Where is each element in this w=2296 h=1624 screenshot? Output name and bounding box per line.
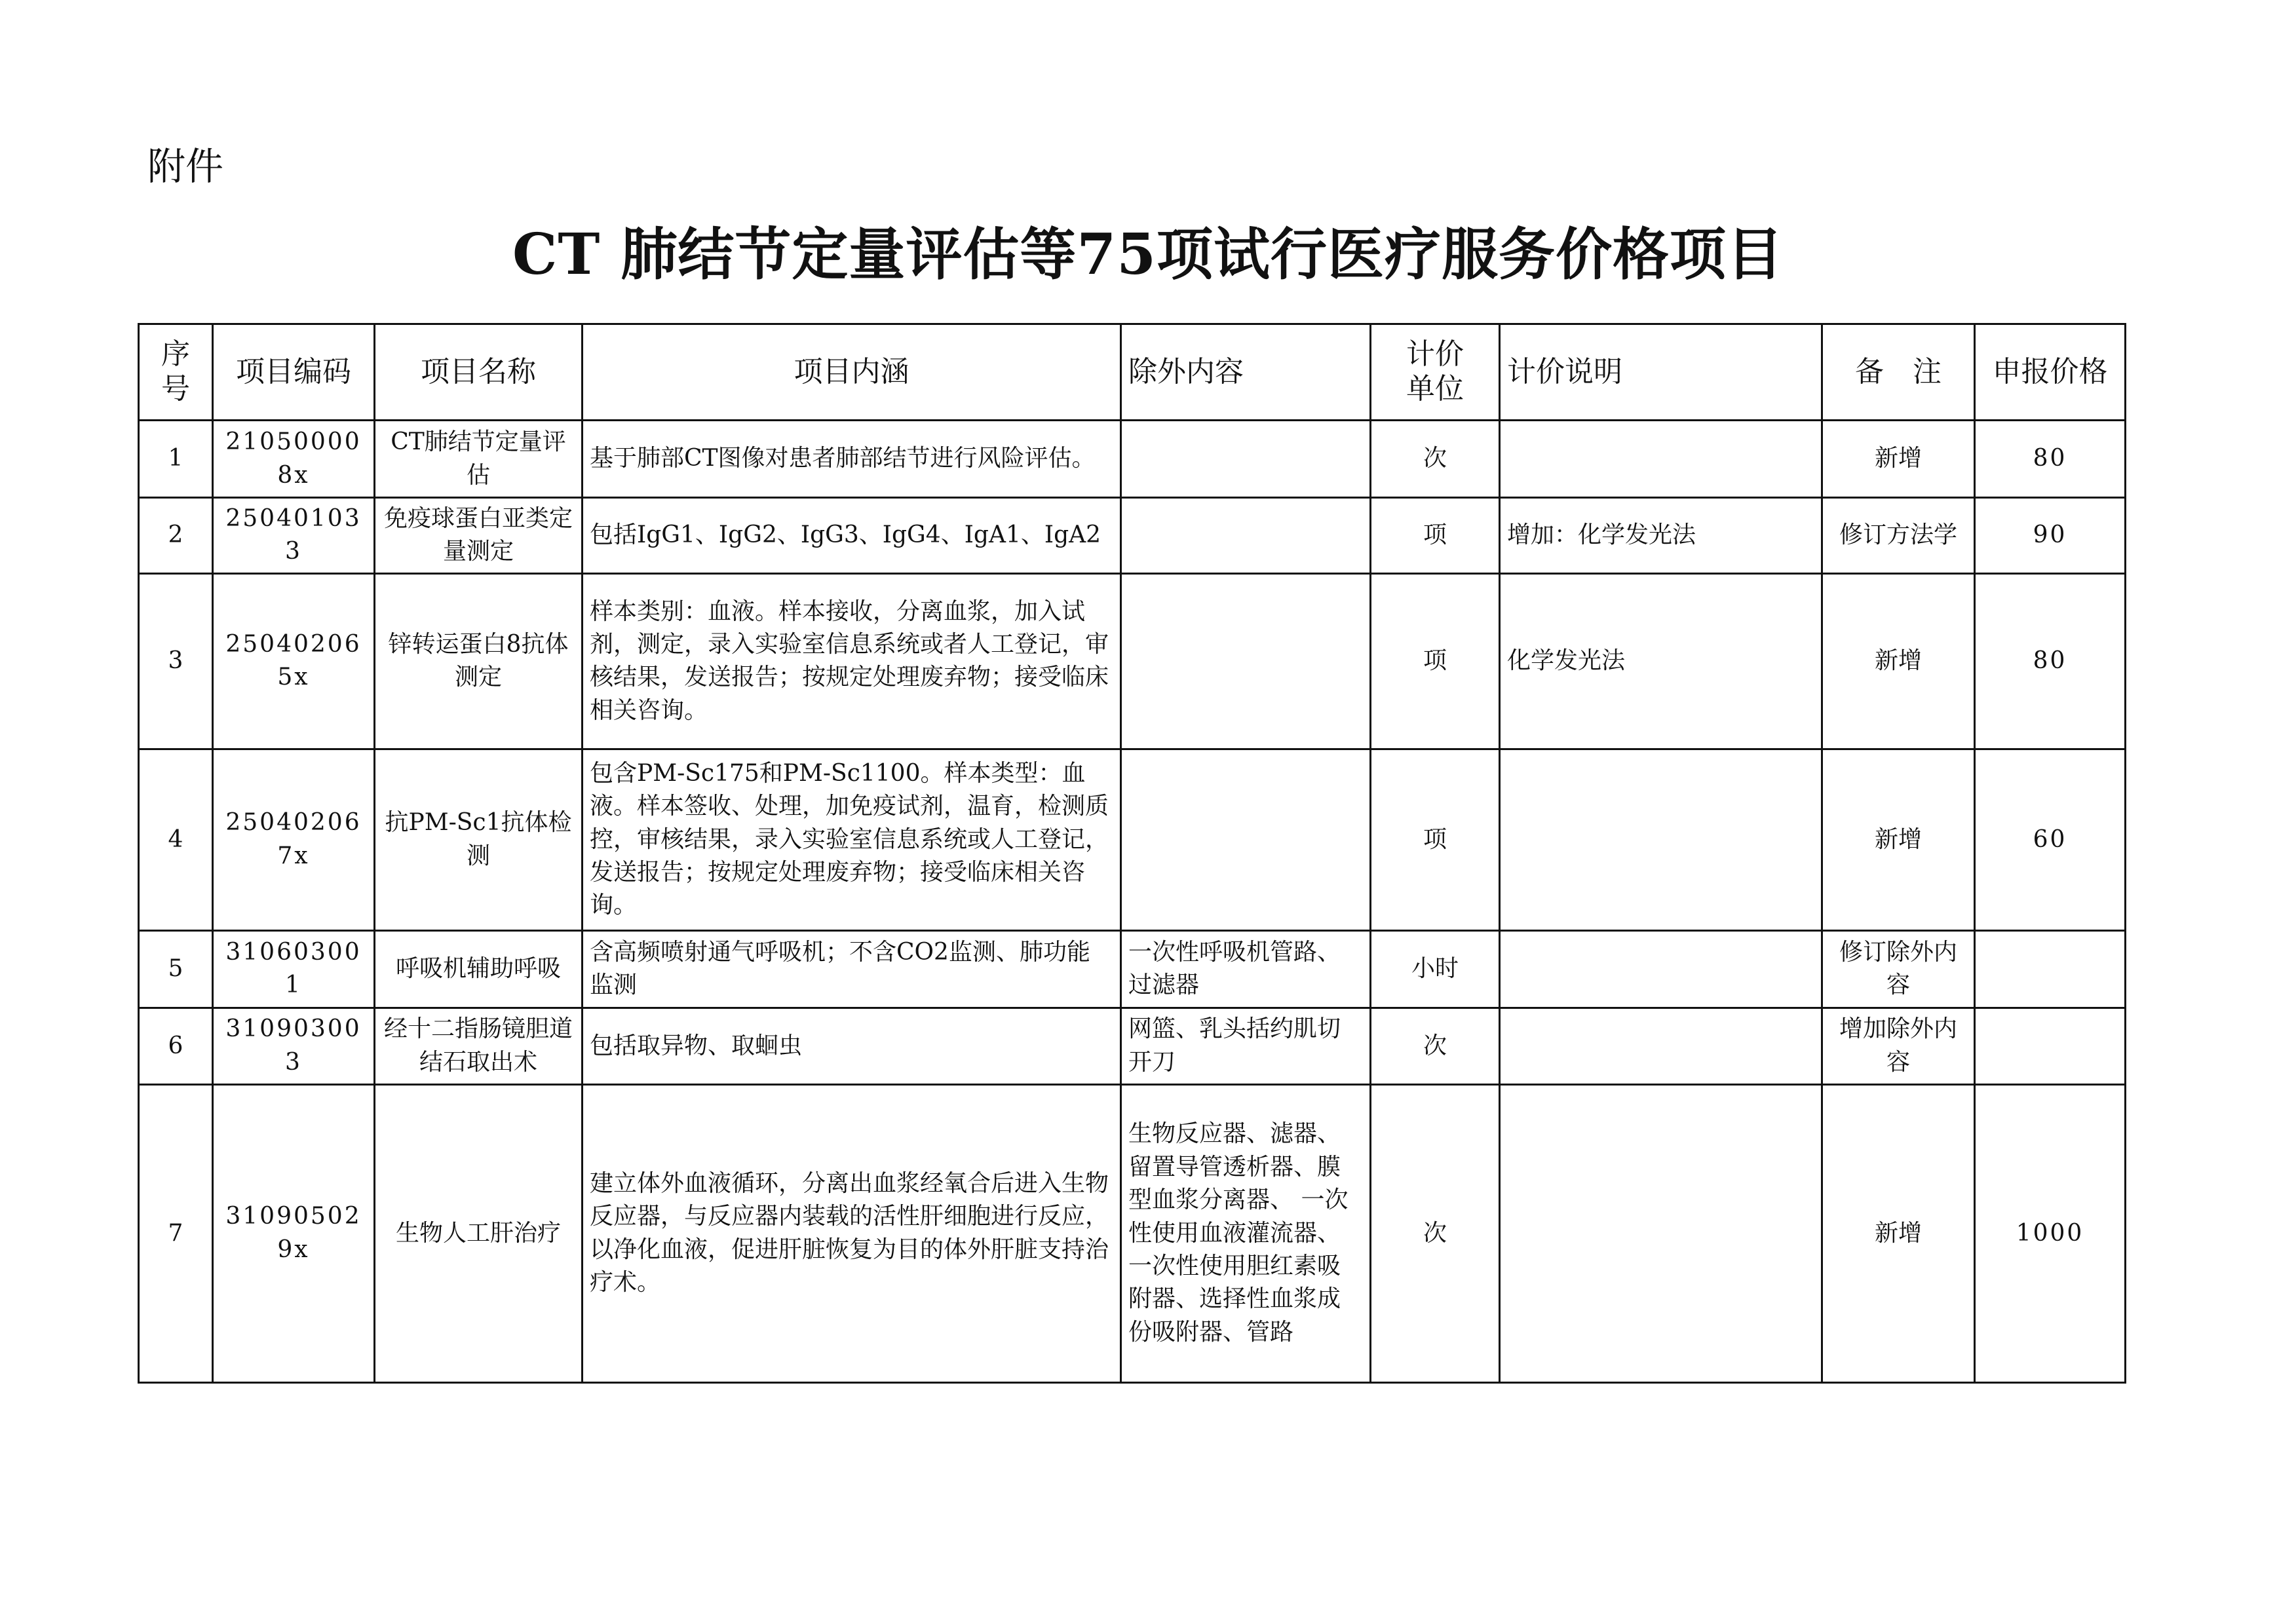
cell-pricing-note bbox=[1500, 749, 1822, 930]
cell-excluded bbox=[1121, 573, 1371, 749]
cell-price: 80 bbox=[1975, 573, 2126, 749]
cell-name: 生物人工肝治疗 bbox=[375, 1084, 583, 1382]
cell-remark: 新增 bbox=[1822, 421, 1975, 498]
cell-excluded bbox=[1121, 421, 1371, 498]
cell-code: 310903003 bbox=[213, 1008, 375, 1084]
cell-excluded bbox=[1121, 749, 1371, 930]
cell-code: 310603001 bbox=[213, 930, 375, 1008]
header-code: 项目编码 bbox=[213, 324, 375, 421]
cell-content: 建立体外血液循环，分离出血浆经氧合后进入生物反应器，与反应器内装载的活性肝细胞进行反应，以净化血液，促进肝脏恢复为目的体外肝脏支持治疗术。 bbox=[583, 1084, 1121, 1382]
cell-unit: 项 bbox=[1371, 749, 1500, 930]
cell-seq: 7 bbox=[139, 1084, 213, 1382]
cell-price: 1000 bbox=[1975, 1084, 2126, 1382]
cell-content: 包括IgG1、IgG2、IgG3、IgG4、IgA1、IgA2 bbox=[583, 498, 1121, 574]
cell-pricing-note: 化学发光法 bbox=[1500, 573, 1822, 749]
cell-code: 250402067x bbox=[213, 749, 375, 930]
table-row bbox=[139, 573, 2126, 749]
cell-code: 210500008x bbox=[213, 421, 375, 498]
cell-content: 基于肺部CT图像对患者肺部结节进行风险评估。 bbox=[583, 421, 1121, 498]
cell-seq: 3 bbox=[139, 573, 213, 749]
cell-name: CT肺结节定量评估 bbox=[375, 421, 583, 498]
cell-pricing-note: 增加：化学发光法 bbox=[1500, 498, 1822, 574]
page-title: CT 肺结节定量评估等75项试行医疗服务价格项目 bbox=[512, 221, 1784, 288]
cell-seq: 1 bbox=[139, 421, 213, 498]
cell-name: 免疫球蛋白亚类定量测定 bbox=[375, 498, 583, 574]
cell-content: 包含PM-Sc175和PM-Sc1100。样本类型：血液。样本签收、处理，加免疫试剂，温育，检测质控，审核结果，录入实验室信息系统或人工登记，发送报告；按规定处理废弃物；接受临床相关咨询。 bbox=[583, 749, 1121, 930]
cell-price: 60 bbox=[1975, 749, 2126, 930]
header-content: 项目内涵 bbox=[583, 324, 1121, 421]
header-seq: 序号 bbox=[139, 324, 213, 421]
cell-unit: 次 bbox=[1371, 421, 1500, 498]
cell-code: 310905029x bbox=[213, 1084, 375, 1382]
header-price: 申报价格 bbox=[1975, 324, 2126, 421]
cell-unit: 项 bbox=[1371, 498, 1500, 574]
cell-pricing-note bbox=[1500, 1084, 1822, 1382]
cell-excluded: 一次性呼吸机管路、过滤器 bbox=[1121, 930, 1371, 1008]
cell-remark: 修订除外内容 bbox=[1822, 930, 1975, 1008]
cell-price: 90 bbox=[1975, 498, 2126, 574]
cell-seq: 4 bbox=[139, 749, 213, 930]
header-name: 项目名称 bbox=[375, 324, 583, 421]
header-unit: 计价单位 bbox=[1371, 324, 1500, 421]
cell-excluded: 生物反应器、滤器、留置导管透析器、膜型血浆分离器、 一次性使用血液灌流器、 一次性使用胆红素吸附器、选择性血浆成份吸附器、管路 bbox=[1121, 1084, 1371, 1382]
cell-excluded bbox=[1121, 498, 1371, 574]
cell-pricing-note bbox=[1500, 1008, 1822, 1084]
cell-unit: 次 bbox=[1371, 1008, 1500, 1084]
header-pricing-note: 计价说明 bbox=[1500, 324, 1822, 421]
cell-code: 250402065x bbox=[213, 573, 375, 749]
cell-excluded: 网篮、乳头括约肌切开刀 bbox=[1121, 1008, 1371, 1084]
cell-unit: 项 bbox=[1371, 573, 1500, 749]
cell-price bbox=[1975, 930, 2126, 1008]
cell-content: 样本类别：血液。样本接收，分离血浆，加入试剂，测定，录入实验室信息系统或者人工登记，审核结果，发送报告；按规定处理废弃物；接受临床相关咨询。 bbox=[583, 573, 1121, 749]
table-header-row bbox=[139, 324, 2126, 421]
cell-remark: 新增 bbox=[1822, 1084, 1975, 1382]
cell-content: 包括取异物、取蛔虫 bbox=[583, 1008, 1121, 1084]
cell-pricing-note bbox=[1500, 421, 1822, 498]
table-row bbox=[139, 421, 2126, 498]
table-row bbox=[139, 930, 2126, 1008]
attachment-label: 附件 bbox=[147, 144, 224, 189]
cell-seq: 2 bbox=[139, 498, 213, 574]
cell-name: 锌转运蛋白8抗体测定 bbox=[375, 573, 583, 749]
header-excluded: 除外内容 bbox=[1121, 324, 1371, 421]
cell-name: 经十二指肠镜胆道结石取出术 bbox=[375, 1008, 583, 1084]
cell-pricing-note bbox=[1500, 930, 1822, 1008]
table-row bbox=[139, 749, 2126, 930]
cell-name: 抗PM-Sc1抗体检测 bbox=[375, 749, 583, 930]
cell-content: 含高频喷射通气呼吸机；不含CO2监测、肺功能监测 bbox=[583, 930, 1121, 1008]
cell-code: 250401033 bbox=[213, 498, 375, 574]
table-row bbox=[139, 1008, 2126, 1084]
cell-remark: 新增 bbox=[1822, 749, 1975, 930]
cell-seq: 5 bbox=[139, 930, 213, 1008]
cell-price: 80 bbox=[1975, 421, 2126, 498]
cell-seq: 6 bbox=[139, 1008, 213, 1084]
price-table bbox=[138, 323, 2126, 1384]
cell-unit: 小时 bbox=[1371, 930, 1500, 1008]
header-remark: 备 注 bbox=[1822, 324, 1975, 421]
table-row bbox=[139, 1084, 2126, 1382]
cell-remark: 修订方法学 bbox=[1822, 498, 1975, 574]
cell-remark: 新增 bbox=[1822, 573, 1975, 749]
cell-remark: 增加除外内容 bbox=[1822, 1008, 1975, 1084]
table-row bbox=[139, 498, 2126, 574]
cell-unit: 次 bbox=[1371, 1084, 1500, 1382]
cell-price bbox=[1975, 1008, 2126, 1084]
cell-name: 呼吸机辅助呼吸 bbox=[375, 930, 583, 1008]
